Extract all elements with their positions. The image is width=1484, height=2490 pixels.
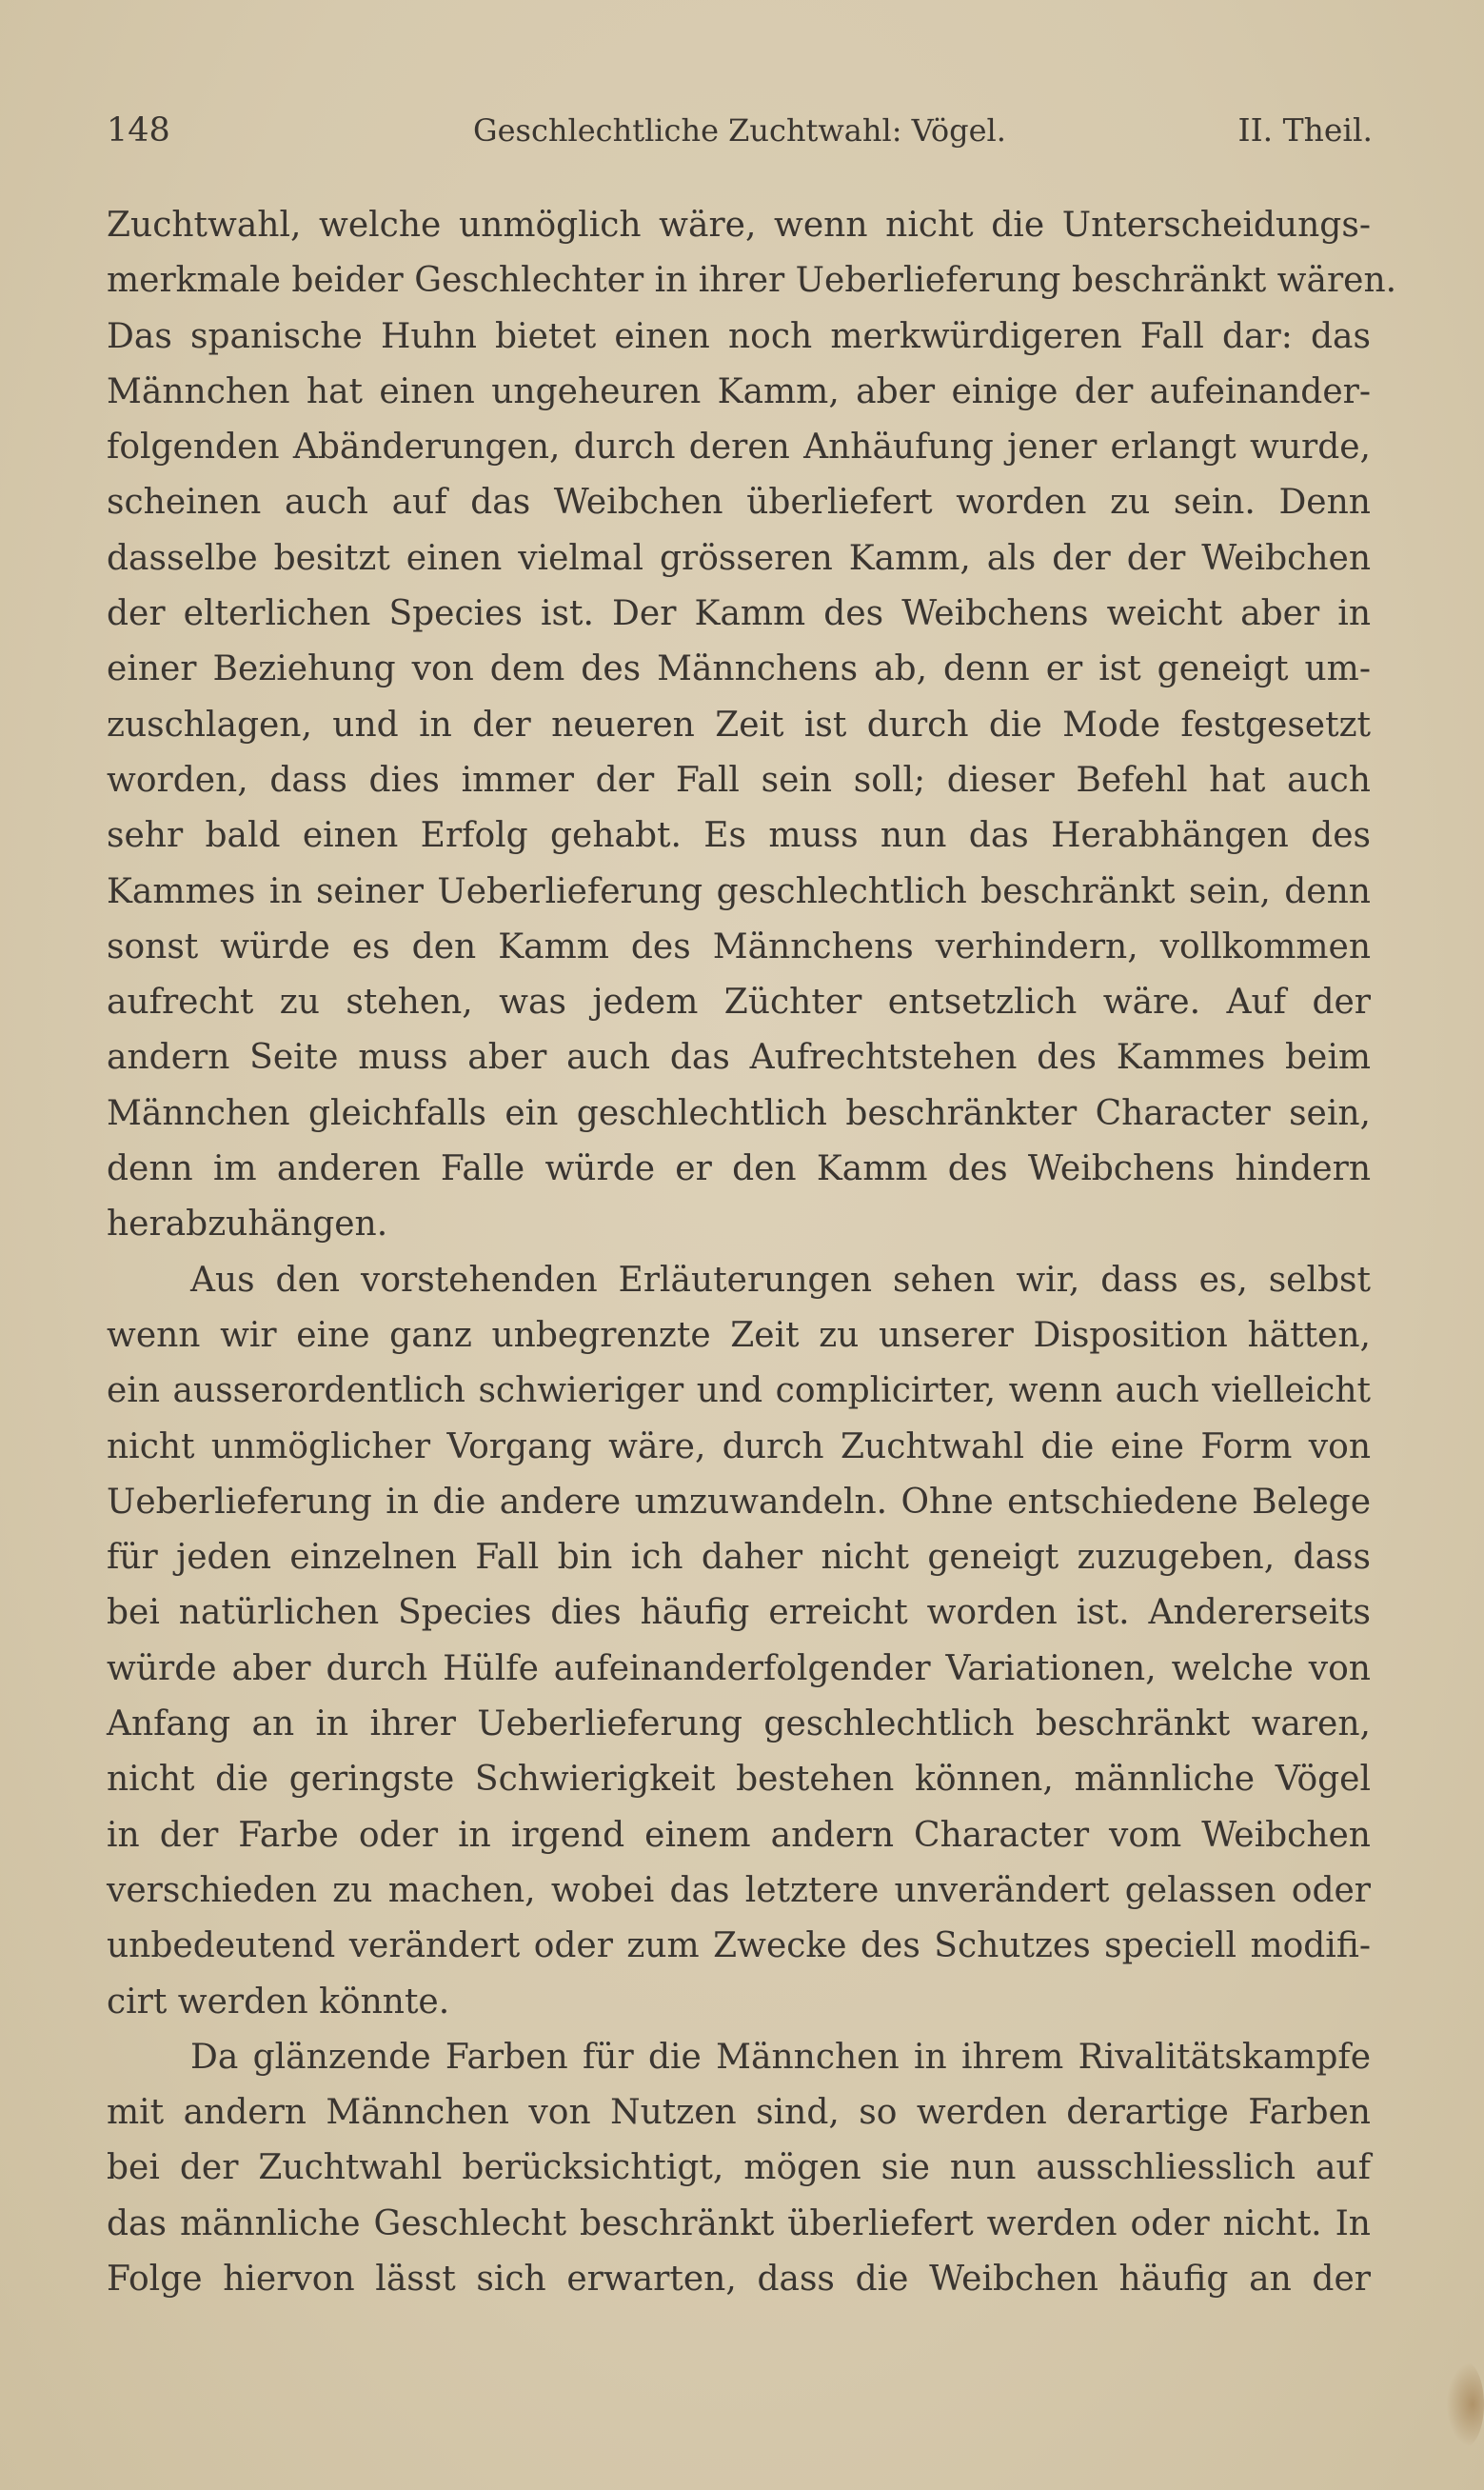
running-title: Geschlechtliche Zuchtwahl: Vögel. [473,112,1006,149]
text-line: herabzuhängen. [107,1205,388,1245]
page-header [107,107,1373,154]
text-line: mit andern Männchen von Nutzen sind, so werden derartige Farben [107,2093,1371,2133]
paragraph [107,198,1397,1253]
text-line: merkmale beider Geschlechter in ihrer Ueberlieferung beschränkt wären. [107,261,1397,301]
text-line: Kammes in seiner Ueberlieferung geschlechtlich beschränkt sein, denn [107,871,1371,911]
text-line: denn im anderen Falle würde er den Kamm des Weibchens hindern [107,1149,1371,1189]
paper-stain [1446,2361,1484,2447]
body-text [107,198,1397,2307]
text-line: Folge hiervon lässt sich erwarten, dass die Weibchen häufig an der [107,2259,1371,2299]
text-line: sonst würde es den Kamm des Männchens verhindern, vollkommen [107,926,1371,966]
text-line: nicht unmöglicher Vorgang wäre, durch Zuchtwahl die eine Form von [107,1426,1371,1466]
text-line: worden, dass dies immer der Fall sein soll; dieser Befehl hat auch [107,760,1371,800]
text-line: Aus den vorstehenden Erläuterungen sehen wir, dass es, selbst [190,1260,1371,1300]
text-line: Da glänzende Farben für die Männchen in ihrem Rivalitätskampfe [190,2037,1371,2077]
text-line: Das spanische Huhn bietet einen noch merkwürdigeren Fall dar: das [107,316,1371,356]
text-line: Zuchtwahl, welche unmöglich wäre, wenn nicht die Unterscheidungs- [107,206,1371,245]
text-line: einer Beziehung von dem des Männchens ab, denn er ist geneigt um- [107,649,1371,689]
text-line: ein ausserordentlich schwieriger und complicirter, wenn auch vielleicht [107,1371,1371,1411]
text-line: zuschlagen, und in der neueren Zeit ist durch die Mode festgesetzt [107,705,1371,745]
text-line: bei natürlichen Species dies häufig erreicht worden ist. Andererseits [107,1593,1371,1633]
text-line: scheinen auch auf das Weibchen überliefert worden zu sein. Denn [107,483,1371,523]
paragraph [107,2030,1371,2307]
text-line: sehr bald einen Erfolg gehabt. Es muss nun das Herabhängen des [107,816,1371,856]
text-line: Männchen hat einen ungeheuren Kamm, aber einige der aufeinander- [107,371,1371,411]
part-label: II. Theil. [1237,111,1373,149]
text-line: für jeden einzelnen Fall bin ich daher nicht geneigt zuzugeben, dass [107,1538,1371,1578]
text-line: in der Farbe oder in irgend einem andern Character vom Weibchen [107,1815,1371,1855]
text-line: würde aber durch Hülfe aufeinanderfolgender Variationen, welche von [107,1648,1371,1688]
text-line: Ueberlieferung in die andere umzuwandeln. Ohne entschiedene Belege [107,1482,1371,1522]
text-line: wenn wir eine ganz unbegrenzte Zeit zu unserer Disposition hätten, [107,1315,1371,1355]
text-line: cirt werden könnte. [107,1982,450,2022]
text-line: andern Seite muss aber auch das Aufrechtstehen des Kammes beim [107,1038,1371,1078]
paragraph [107,1253,1371,2030]
text-line: aufrecht zu stehen, was jedem Züchter entsetzlich wäre. Auf der [107,983,1371,1023]
text-line: Anfang an in ihrer Ueberlieferung geschlechtlich beschränkt waren, [107,1704,1371,1744]
text-line: nicht die geringste Schwierigkeit bestehen können, männliche Vögel [107,1760,1371,1800]
text-line: bei der Zuchtwahl berücksichtigt, mögen sie nun ausschliesslich auf [107,2148,1371,2188]
text-line: verschieden zu machen, wobei das letztere unverändert gelassen oder [107,1870,1371,1910]
page-number: 148 [107,111,170,149]
text-line: folgenden Abänderungen, durch deren Anhäufung jener erlangt wurde, [107,428,1371,468]
text-line: das männliche Geschlecht beschränkt überliefert werden oder nicht. In [107,2203,1371,2243]
text-line: dasselbe besitzt einen vielmal grösseren Kamm, als der der Weibchen [107,538,1371,578]
text-line: unbedeutend verändert oder zum Zwecke des Schutzes speciell modifi- [107,1926,1371,1966]
text-line: der elterlichen Species ist. Der Kamm des Weibchens weicht aber in [107,594,1371,634]
text-line: Männchen gleichfalls ein geschlechtlich beschränkter Character sein, [107,1093,1371,1133]
